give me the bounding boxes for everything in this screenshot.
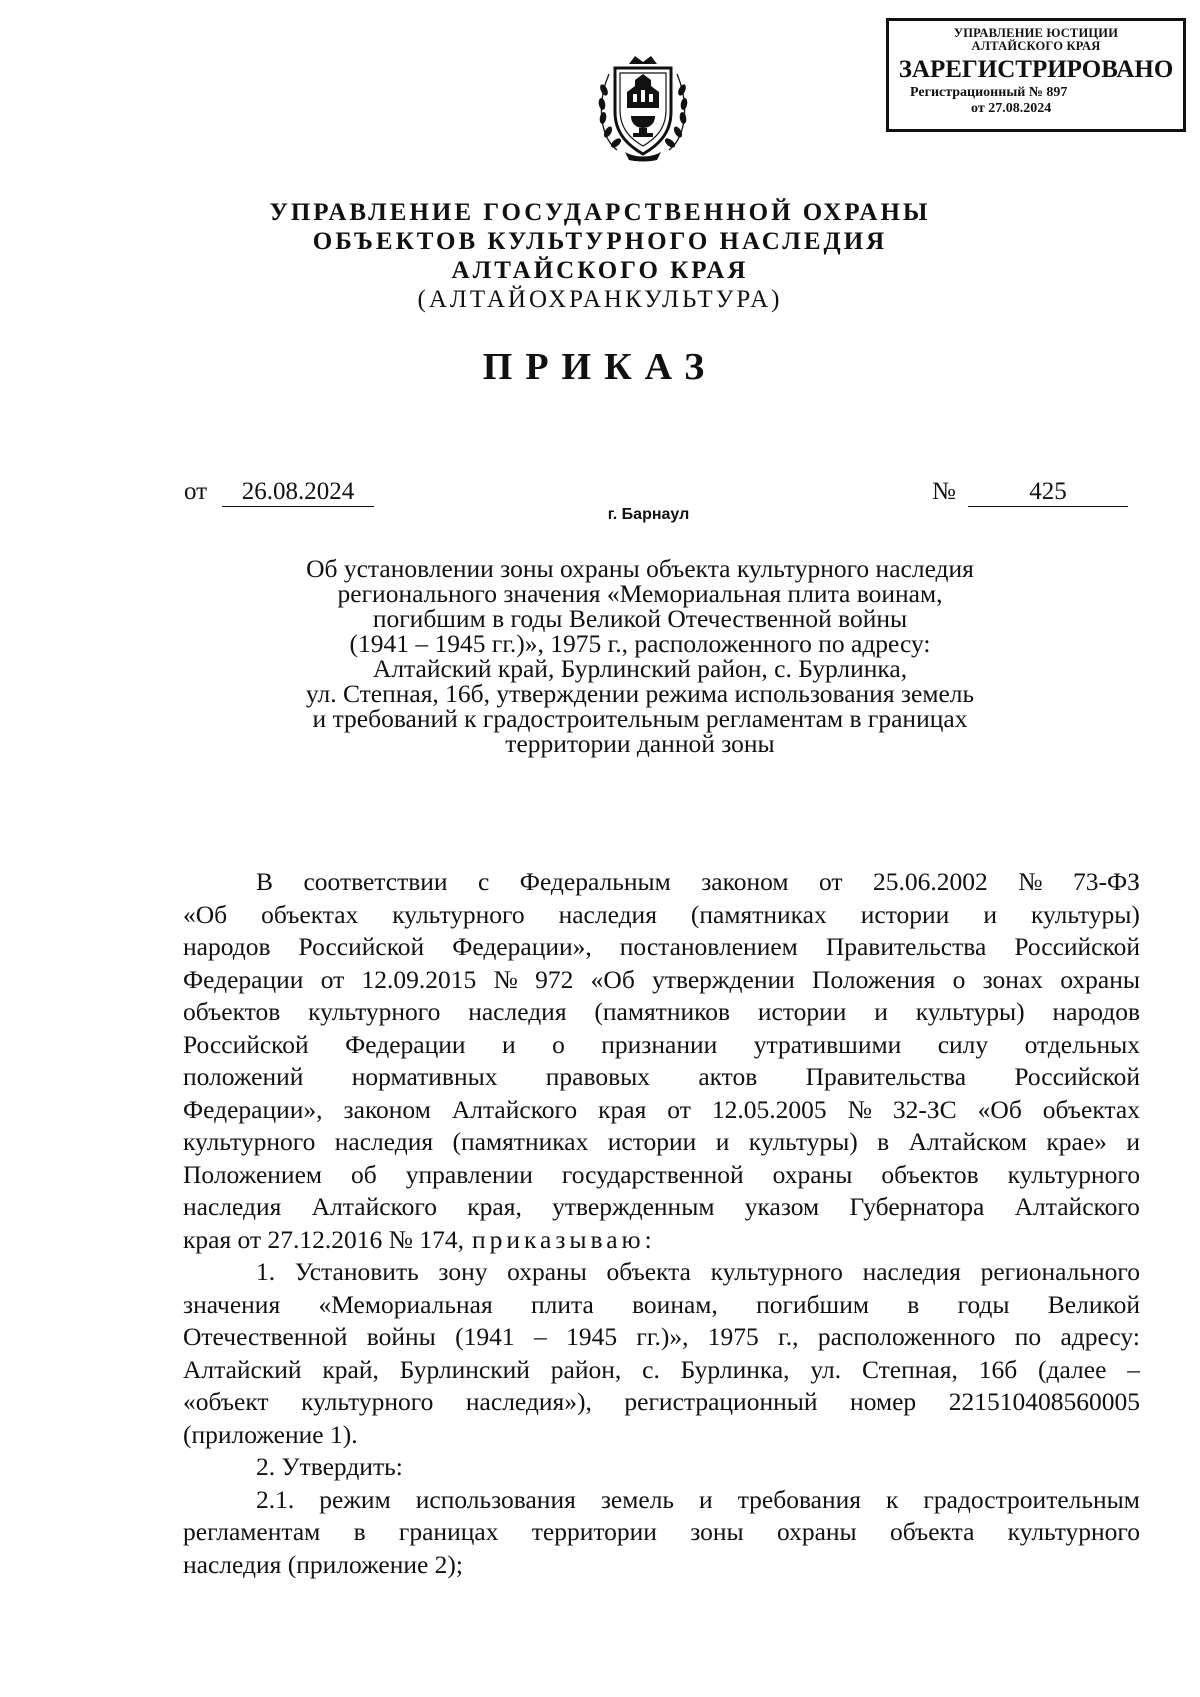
body-word: погибшим: [756, 1289, 869, 1319]
body-word: и: [1126, 1127, 1140, 1156]
coat-of-arms-icon: [595, 50, 691, 162]
body-word: (1941: [455, 1322, 515, 1351]
body-word: истории: [860, 899, 950, 929]
body-word: охраны: [1060, 964, 1140, 994]
body-word: 12.05.2005: [711, 1094, 827, 1124]
body-word: Положения: [812, 964, 936, 994]
body-word: Федерации: [345, 1029, 466, 1059]
stamp-authority-line2: АЛТАЙСКОГО КРАЯ: [971, 39, 1101, 53]
body-line: [183, 1159, 1140, 1192]
body-line: [183, 1289, 1140, 1322]
body-word: наследия: [468, 997, 567, 1026]
body-word: объектах: [1042, 1094, 1140, 1124]
body-word: к: [886, 1484, 899, 1514]
body-word: утвержденным: [552, 1192, 715, 1221]
body-line: [183, 899, 1140, 932]
body-word: отдельных: [1024, 1029, 1140, 1059]
body-line: [183, 1386, 1140, 1419]
body-word: Правительства: [825, 932, 987, 961]
city: г. Барнаул: [607, 506, 690, 523]
body-word: наследия»),: [465, 1387, 592, 1416]
order-date: 26.08.2024: [222, 478, 374, 507]
body-word: Российской: [298, 932, 425, 961]
body-word: Отечественной: [183, 1322, 348, 1351]
subject-line: (1941 – 1945 гг.)», 1975 г., расположенного по адресу:: [349, 629, 931, 658]
body-word: культурного: [308, 997, 441, 1026]
body-word: ул.: [810, 1354, 842, 1384]
body-word: г.,: [778, 1322, 799, 1351]
body-word: культурного: [1007, 1517, 1140, 1546]
body-line-text: 2. Утвердить:: [256, 1452, 403, 1481]
body-word: наследия: [183, 1192, 282, 1221]
subject-line: погибшим в годы Великой Отечественной войны: [372, 604, 908, 633]
body-word: актов: [698, 1062, 758, 1091]
body-word: войны: [366, 1322, 436, 1351]
body-word: Российской: [183, 1029, 309, 1059]
body-word: охраны: [507, 1257, 587, 1286]
body-word: плита: [531, 1289, 594, 1319]
body-word: 12.09.2015: [361, 964, 477, 994]
body-word: постановлением: [619, 932, 798, 961]
body-word: признании: [601, 1029, 718, 1059]
body-word: культурного: [183, 1127, 316, 1156]
body-line: [183, 1094, 1140, 1127]
body-word: «Мемориальная: [318, 1289, 493, 1319]
body-word: –: [533, 1322, 547, 1351]
order-body: [183, 866, 1140, 1581]
body-word: от: [320, 964, 345, 994]
body-word: 25.06.2002: [873, 867, 988, 896]
body-word: охраны: [776, 1517, 857, 1546]
body-word: Бурлинский: [399, 1354, 530, 1384]
body-word: 972: [535, 964, 574, 994]
body-word: культурного: [301, 1387, 434, 1416]
body-word: с.: [642, 1354, 660, 1384]
org-name-line1: УПРАВЛЕНИЕ ГОСУДАРСТВЕННОЙ ОХРАНЫ: [269, 199, 931, 226]
body-line-text: (приложение 1).: [183, 1419, 358, 1449]
body-word: земель: [600, 1484, 675, 1514]
body-word: от: [667, 1094, 691, 1124]
body-word: в: [877, 1127, 890, 1156]
body-line: [183, 1484, 1140, 1517]
subject-line: и требований к градостроительным регламентам в границах: [312, 704, 968, 733]
body-line: [183, 1516, 1140, 1549]
body-word: положений: [183, 1062, 304, 1091]
body-word: и: [983, 899, 997, 929]
body-word: Установить: [294, 1257, 419, 1286]
org-name-line2: ОБЪЕКТОВ КУЛЬТУРНОГО НАСЛЕДИЯ: [312, 228, 888, 255]
body-word: крае»: [1046, 1127, 1107, 1156]
body-word: использования: [415, 1484, 576, 1514]
body-word: объектов: [881, 1159, 979, 1189]
body-word: 1.: [256, 1257, 276, 1286]
body-word: народов: [183, 932, 271, 961]
body-word: Алтайском: [908, 1127, 1027, 1156]
body-line: [183, 866, 1140, 899]
body-word: Губернатора: [849, 1192, 985, 1221]
body-word: и: [699, 1484, 713, 1514]
body-word: управлении: [405, 1159, 533, 1189]
org-name-line3: АЛТАЙСКОГО КРАЯ: [451, 257, 749, 284]
body-word: границах: [398, 1517, 499, 1546]
body-word: требования: [737, 1484, 861, 1514]
body-word: о: [952, 964, 966, 994]
body-word: 1945: [566, 1322, 618, 1351]
body-word: культурного: [710, 1257, 843, 1286]
body-line: [183, 1451, 1140, 1484]
stamp-status: ЗАРЕГИСТРИРОВАНО: [898, 56, 1174, 83]
body-line: [183, 964, 1140, 997]
document-type-title: ПРИКАЗ: [482, 346, 718, 388]
body-word: народов: [1052, 997, 1140, 1026]
body-word: наследия: [334, 1127, 434, 1156]
body-word: Федеральным: [519, 867, 671, 896]
body-line: [183, 1224, 1140, 1257]
body-word: В: [256, 867, 274, 896]
body-word: Федерации»,: [452, 932, 592, 961]
body-word: Великой: [1047, 1289, 1140, 1319]
body-word: 221510408560005: [948, 1387, 1140, 1416]
body-word: территории: [531, 1517, 657, 1546]
subject-line: территории данной зоны: [505, 729, 775, 758]
body-word: Российской: [1014, 932, 1140, 961]
body-word: годы: [957, 1289, 1010, 1319]
body-word: государственной: [561, 1159, 744, 1189]
body-word: №: [847, 1094, 872, 1124]
subject-line: ул. Степная, 16б, утверждении режима использования земель: [305, 679, 975, 708]
body-line: [183, 931, 1140, 964]
body-word: нормативных: [351, 1062, 498, 1091]
body-word: охраны: [772, 1159, 853, 1189]
body-word: указом: [744, 1192, 820, 1221]
body-word: 1975: [707, 1322, 759, 1351]
body-word: значения: [183, 1289, 281, 1319]
date-prefix: от: [184, 478, 208, 505]
body-word: номер: [850, 1387, 917, 1416]
stamp-reg-number: Регистрационный № 897: [910, 85, 1068, 100]
body-word: «Об: [590, 964, 635, 994]
body-word: законом: [701, 867, 789, 896]
body-word: №: [493, 964, 518, 994]
body-word: и: [501, 1029, 516, 1059]
body-word: законом: [343, 1094, 431, 1124]
body-word: объектов: [183, 997, 281, 1026]
body-word: Федерации: [183, 964, 304, 994]
body-word: (памятников: [594, 997, 731, 1026]
body-line: [183, 996, 1140, 1029]
subject-line: Алтайский край, Бурлинский район, с. Бурлинка,: [372, 654, 908, 683]
body-word: зону: [438, 1257, 488, 1286]
body-word: 16б: [978, 1354, 1018, 1384]
body-word: Степная,: [861, 1354, 958, 1384]
body-word: 73-ФЗ: [1073, 867, 1140, 896]
body-word: истории: [757, 997, 847, 1026]
body-word: 32-ЗС: [892, 1094, 957, 1124]
body-word: объекта: [606, 1257, 691, 1286]
body-word: и: [715, 1127, 730, 1156]
body-word: наследия: [558, 899, 657, 929]
body-word: культуры): [915, 997, 1025, 1026]
body-word: культуры): [1030, 899, 1140, 929]
body-word: правовых: [545, 1062, 651, 1091]
body-word: регламентам: [183, 1517, 321, 1546]
order-subject: [180, 556, 1100, 756]
body-word: Российской: [1014, 1062, 1140, 1091]
body-word: (памятниках: [452, 1127, 589, 1156]
body-word: режим: [319, 1484, 391, 1514]
body-word: о: [552, 1029, 565, 1059]
body-word: Положением: [183, 1159, 323, 1189]
body-word: истории: [607, 1127, 697, 1156]
body-word: объектах: [261, 899, 359, 929]
body-word: «Об: [183, 899, 228, 929]
body-word: утратившими: [753, 1029, 902, 1059]
body-line-text: наследия (приложение 2);: [183, 1549, 464, 1579]
body-word: культуры): [748, 1127, 858, 1156]
body-word: край,: [322, 1354, 379, 1384]
body-word: «Об: [977, 1094, 1022, 1124]
body-line: [183, 1354, 1140, 1387]
body-word: и: [874, 997, 888, 1026]
body-word: по: [1014, 1322, 1042, 1351]
body-word: в: [907, 1289, 920, 1319]
subject-line: Об установлении зоны охраны объекта культурного наследия: [306, 554, 974, 583]
body-line: [183, 1321, 1140, 1354]
order-word: приказываю:: [471, 1224, 656, 1254]
body-word: утверждении: [652, 964, 795, 994]
body-word: «объект: [183, 1387, 269, 1416]
body-line: [183, 1029, 1140, 1062]
registration-stamp: [886, 18, 1186, 132]
body-word: регистрационный: [624, 1387, 818, 1416]
body-word: объекта: [889, 1517, 975, 1546]
body-word: с: [478, 867, 490, 896]
body-word: культурного: [392, 899, 525, 929]
body-word: силу: [937, 1029, 989, 1059]
body-word: (далее: [1038, 1354, 1107, 1384]
body-word: гг.)»,: [636, 1322, 689, 1351]
body-word: Правительства: [805, 1062, 967, 1091]
body-word: края: [598, 1094, 647, 1124]
body-line: [183, 1549, 1140, 1582]
body-word: Алтайского: [451, 1094, 578, 1124]
body-line: [183, 1256, 1140, 1289]
stamp-reg-date: от 27.08.2024: [971, 101, 1052, 116]
body-word: регионального: [980, 1257, 1140, 1286]
number-prefix: №: [932, 478, 956, 505]
body-line: [183, 1126, 1140, 1159]
body-word: зоны: [690, 1517, 744, 1546]
body-word: воинам,: [632, 1289, 718, 1319]
body-line: [183, 1191, 1140, 1224]
body-word: края,: [467, 1192, 522, 1221]
stamp-authority-line1: УПРАВЛЕНИЕ ЮСТИЦИИ: [953, 26, 1119, 40]
body-word: об: [351, 1159, 377, 1189]
body-word: Бурлинка,: [680, 1354, 790, 1384]
body-line-text: края от 27.12.2016 № 174,: [183, 1224, 464, 1254]
order-number: 425: [968, 478, 1128, 507]
body-word: Алтайского: [1014, 1192, 1140, 1221]
body-word: от: [818, 867, 843, 896]
body-word: 2.1.: [256, 1484, 295, 1514]
body-word: район,: [550, 1354, 622, 1384]
body-word: адресу:: [1060, 1322, 1140, 1351]
body-line: [183, 1061, 1140, 1094]
body-word: культурного: [1007, 1159, 1140, 1189]
body-word: зонах: [982, 964, 1044, 994]
body-word: Федерации»,: [183, 1094, 323, 1124]
body-word: (памятниках: [690, 899, 827, 929]
body-word: соответствии: [303, 867, 448, 896]
body-word: Алтайский: [183, 1354, 302, 1384]
body-word: –: [1127, 1354, 1140, 1384]
body-word: №: [1018, 867, 1043, 896]
body-word: градостроительным: [923, 1484, 1140, 1514]
subject-line: регионального значения «Мемориальная плита воинам,: [337, 579, 943, 608]
body-word: расположенного: [817, 1322, 996, 1351]
body-line: [183, 1419, 1140, 1452]
body-word: Алтайского: [311, 1192, 437, 1221]
body-word: в: [353, 1517, 366, 1546]
org-short-name: (АЛТАЙОХРАНКУЛЬТУРА): [417, 286, 783, 313]
body-word: наследия: [862, 1257, 961, 1286]
